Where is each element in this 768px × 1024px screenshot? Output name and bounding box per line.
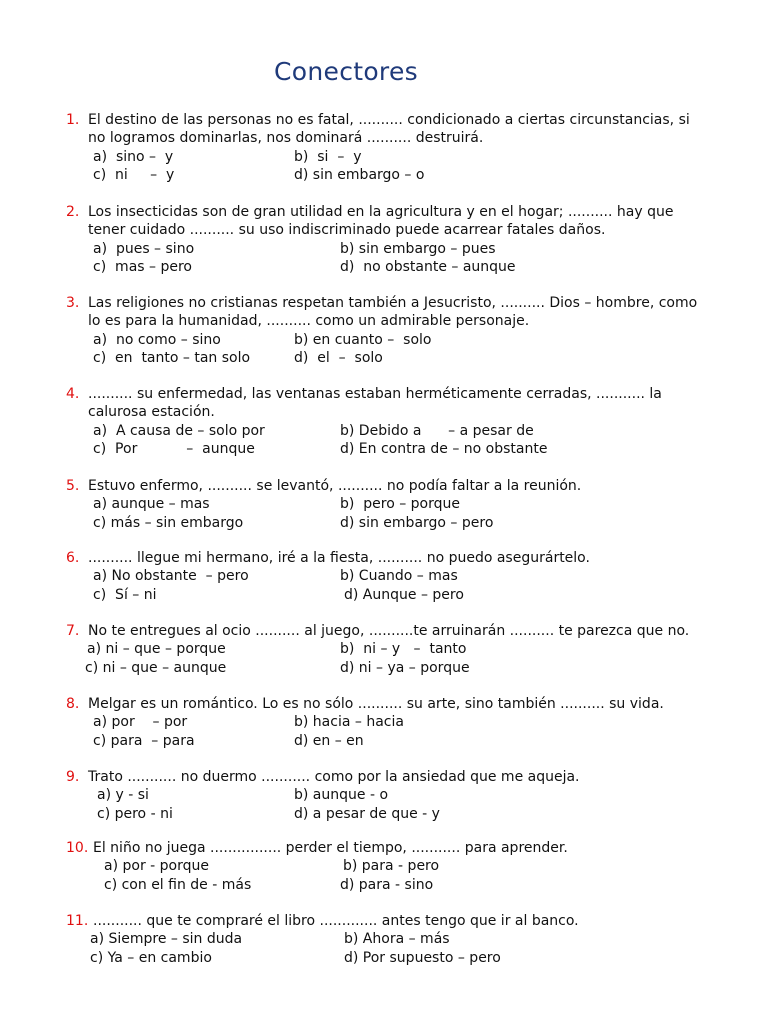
question-6 (66, 549, 706, 604)
option-a: a) No obstante – pero (93, 568, 249, 585)
option-b: b) aunque - o (294, 787, 389, 804)
option-d: d) Aunque – pero (344, 586, 464, 603)
option-b: b) Debido a – a pesar de (340, 422, 534, 439)
question-7 (66, 622, 706, 677)
option-c: c) pero - ni (97, 805, 173, 822)
question-number: 2. (66, 204, 80, 220)
option-d: d) a pesar de que - y (294, 805, 440, 822)
options-row-1 (66, 495, 706, 513)
option-c: c) en tanto – tan solo (93, 349, 251, 366)
option-c: c) para – para (93, 732, 195, 749)
question-number: 11. (66, 913, 89, 929)
options-row-1 (66, 240, 706, 258)
question-number: 10. (66, 840, 89, 856)
options-row-2 (66, 586, 706, 604)
options-row-2 (66, 949, 706, 967)
option-d: d) no obstante – aunque (340, 258, 516, 275)
question-number: 6. (66, 550, 80, 566)
option-c: c) ni – que – aunque (85, 659, 227, 676)
option-c: c) con el fin de - más (104, 876, 252, 893)
question-4 (66, 385, 706, 458)
option-a: a) pues – sino (93, 240, 195, 257)
option-b: b) sin embargo – pues (340, 240, 496, 257)
option-a: a) y - si (97, 787, 149, 804)
question-text: No te entregues al ocio .......... al juego, ..........te arruinarán .......... te parezca que no. (88, 623, 690, 639)
options-row-2 (66, 349, 706, 367)
option-d: d) ni – ya – porque (340, 659, 470, 676)
question-8 (66, 695, 706, 750)
question-number: 7. (66, 623, 80, 639)
options-row-2 (66, 876, 706, 894)
option-c: c) mas – pero (93, 258, 192, 275)
options-row-1 (66, 857, 706, 875)
question-11 (66, 912, 706, 967)
option-b: b) en cuanto – solo (294, 331, 432, 348)
question-number: 8. (66, 696, 80, 712)
option-a: a) por - porque (104, 858, 209, 875)
options-row-2 (66, 166, 706, 184)
options-row-2 (66, 732, 706, 750)
question-9 (66, 768, 706, 823)
options-row-2 (66, 440, 706, 458)
option-d: d) En contra de – no obstante (340, 440, 548, 457)
options-row-2 (66, 514, 706, 532)
options-row-2 (66, 258, 706, 276)
option-a: a) aunque – mas (93, 496, 210, 513)
options-row-1 (66, 331, 706, 349)
question-2 (66, 203, 706, 276)
option-a: a) ni – que – porque (87, 641, 226, 658)
option-b: b) para - pero (343, 858, 440, 875)
option-b: b) Ahora – más (344, 931, 450, 948)
option-d: d) Por supuesto – pero (344, 949, 501, 966)
question-text: Las religiones no cristianas respetan también a Jesucristo, .......... Dios – hombre, como lo es para la humanidad, .......... como un admirable personaje. (88, 295, 698, 330)
question-number: 4. (66, 386, 80, 402)
option-c: c) ni – y (93, 166, 175, 183)
option-d: d) sin embargo – pero (340, 514, 494, 531)
options-row-1 (66, 786, 706, 804)
question-3 (66, 294, 706, 367)
options-row-1 (66, 713, 706, 731)
option-d: d) sin embargo – o (294, 166, 425, 183)
option-d: d) el – solo (294, 349, 383, 366)
option-c: c) Sí – ni (93, 586, 157, 603)
option-a: a) A causa de – solo por (93, 422, 265, 439)
option-c: c) Ya – en cambio (90, 949, 212, 966)
question-text: El niño no juega ................ perder el tiempo, ........... para aprender. (93, 840, 568, 856)
question-10 (66, 839, 706, 894)
question-text: Estuvo enfermo, .......... se levantó, .......... no podía faltar a la reunión. (88, 478, 582, 494)
question-1 (66, 111, 706, 184)
question-number: 3. (66, 295, 80, 311)
options-row-2 (66, 805, 706, 823)
question-text: Los insecticidas son de gran utilidad en la agricultura y en el hogar; .......... hay que tener cuidado .......... su uso indiscriminado puede acarrear fatales daños. (88, 204, 674, 239)
options-row-1 (66, 930, 706, 948)
question-5 (66, 477, 706, 532)
option-c: c) Por – aunque (93, 440, 255, 457)
options-row-1 (66, 422, 706, 440)
question-text: Melgar es un romántico. Lo es no sólo .......... su arte, sino también .......... su vida. (88, 696, 664, 712)
option-a: a) por – por (93, 714, 188, 731)
option-b: b) Cuando – mas (340, 568, 458, 585)
question-number: 1. (66, 112, 80, 128)
page-title: Conectores (274, 57, 418, 86)
option-b: b) si – y (294, 148, 362, 165)
option-c: c) más – sin embargo (93, 514, 244, 531)
option-b: b) hacia – hacia (294, 714, 404, 731)
options-row-1 (66, 567, 706, 585)
question-number: 5. (66, 478, 80, 494)
question-number: 9. (66, 769, 80, 785)
question-text: .......... su enfermedad, las ventanas estaban herméticamente cerradas, ........... la calurosa estación. (88, 386, 662, 421)
option-d: d) en – en (294, 732, 364, 749)
option-b: b) ni – y – tanto (340, 641, 467, 658)
option-d: d) para - sino (340, 876, 434, 893)
options-row-2 (66, 659, 706, 677)
option-a: a) sino – y (93, 148, 174, 165)
question-text: ........... que te compraré el libro ............. antes tengo que ir al banco. (93, 913, 579, 929)
question-text: Trato ........... no duermo ........... como por la ansiedad que me aqueja. (88, 769, 580, 785)
option-a: a) no como – sino (93, 331, 221, 348)
question-text: .......... llegue mi hermano, iré a la fiesta, .......... no puedo asegurártelo. (88, 550, 590, 566)
options-row-1 (66, 148, 706, 166)
options-row-1 (66, 640, 706, 658)
question-text: El destino de las personas no es fatal, .......... condicionado a ciertas circunstancias, si no logramos dominarlas, nos dominará .......... destruirá. (88, 112, 690, 147)
option-b: b) pero – porque (340, 496, 460, 513)
option-a: a) Siempre – sin duda (90, 931, 243, 948)
